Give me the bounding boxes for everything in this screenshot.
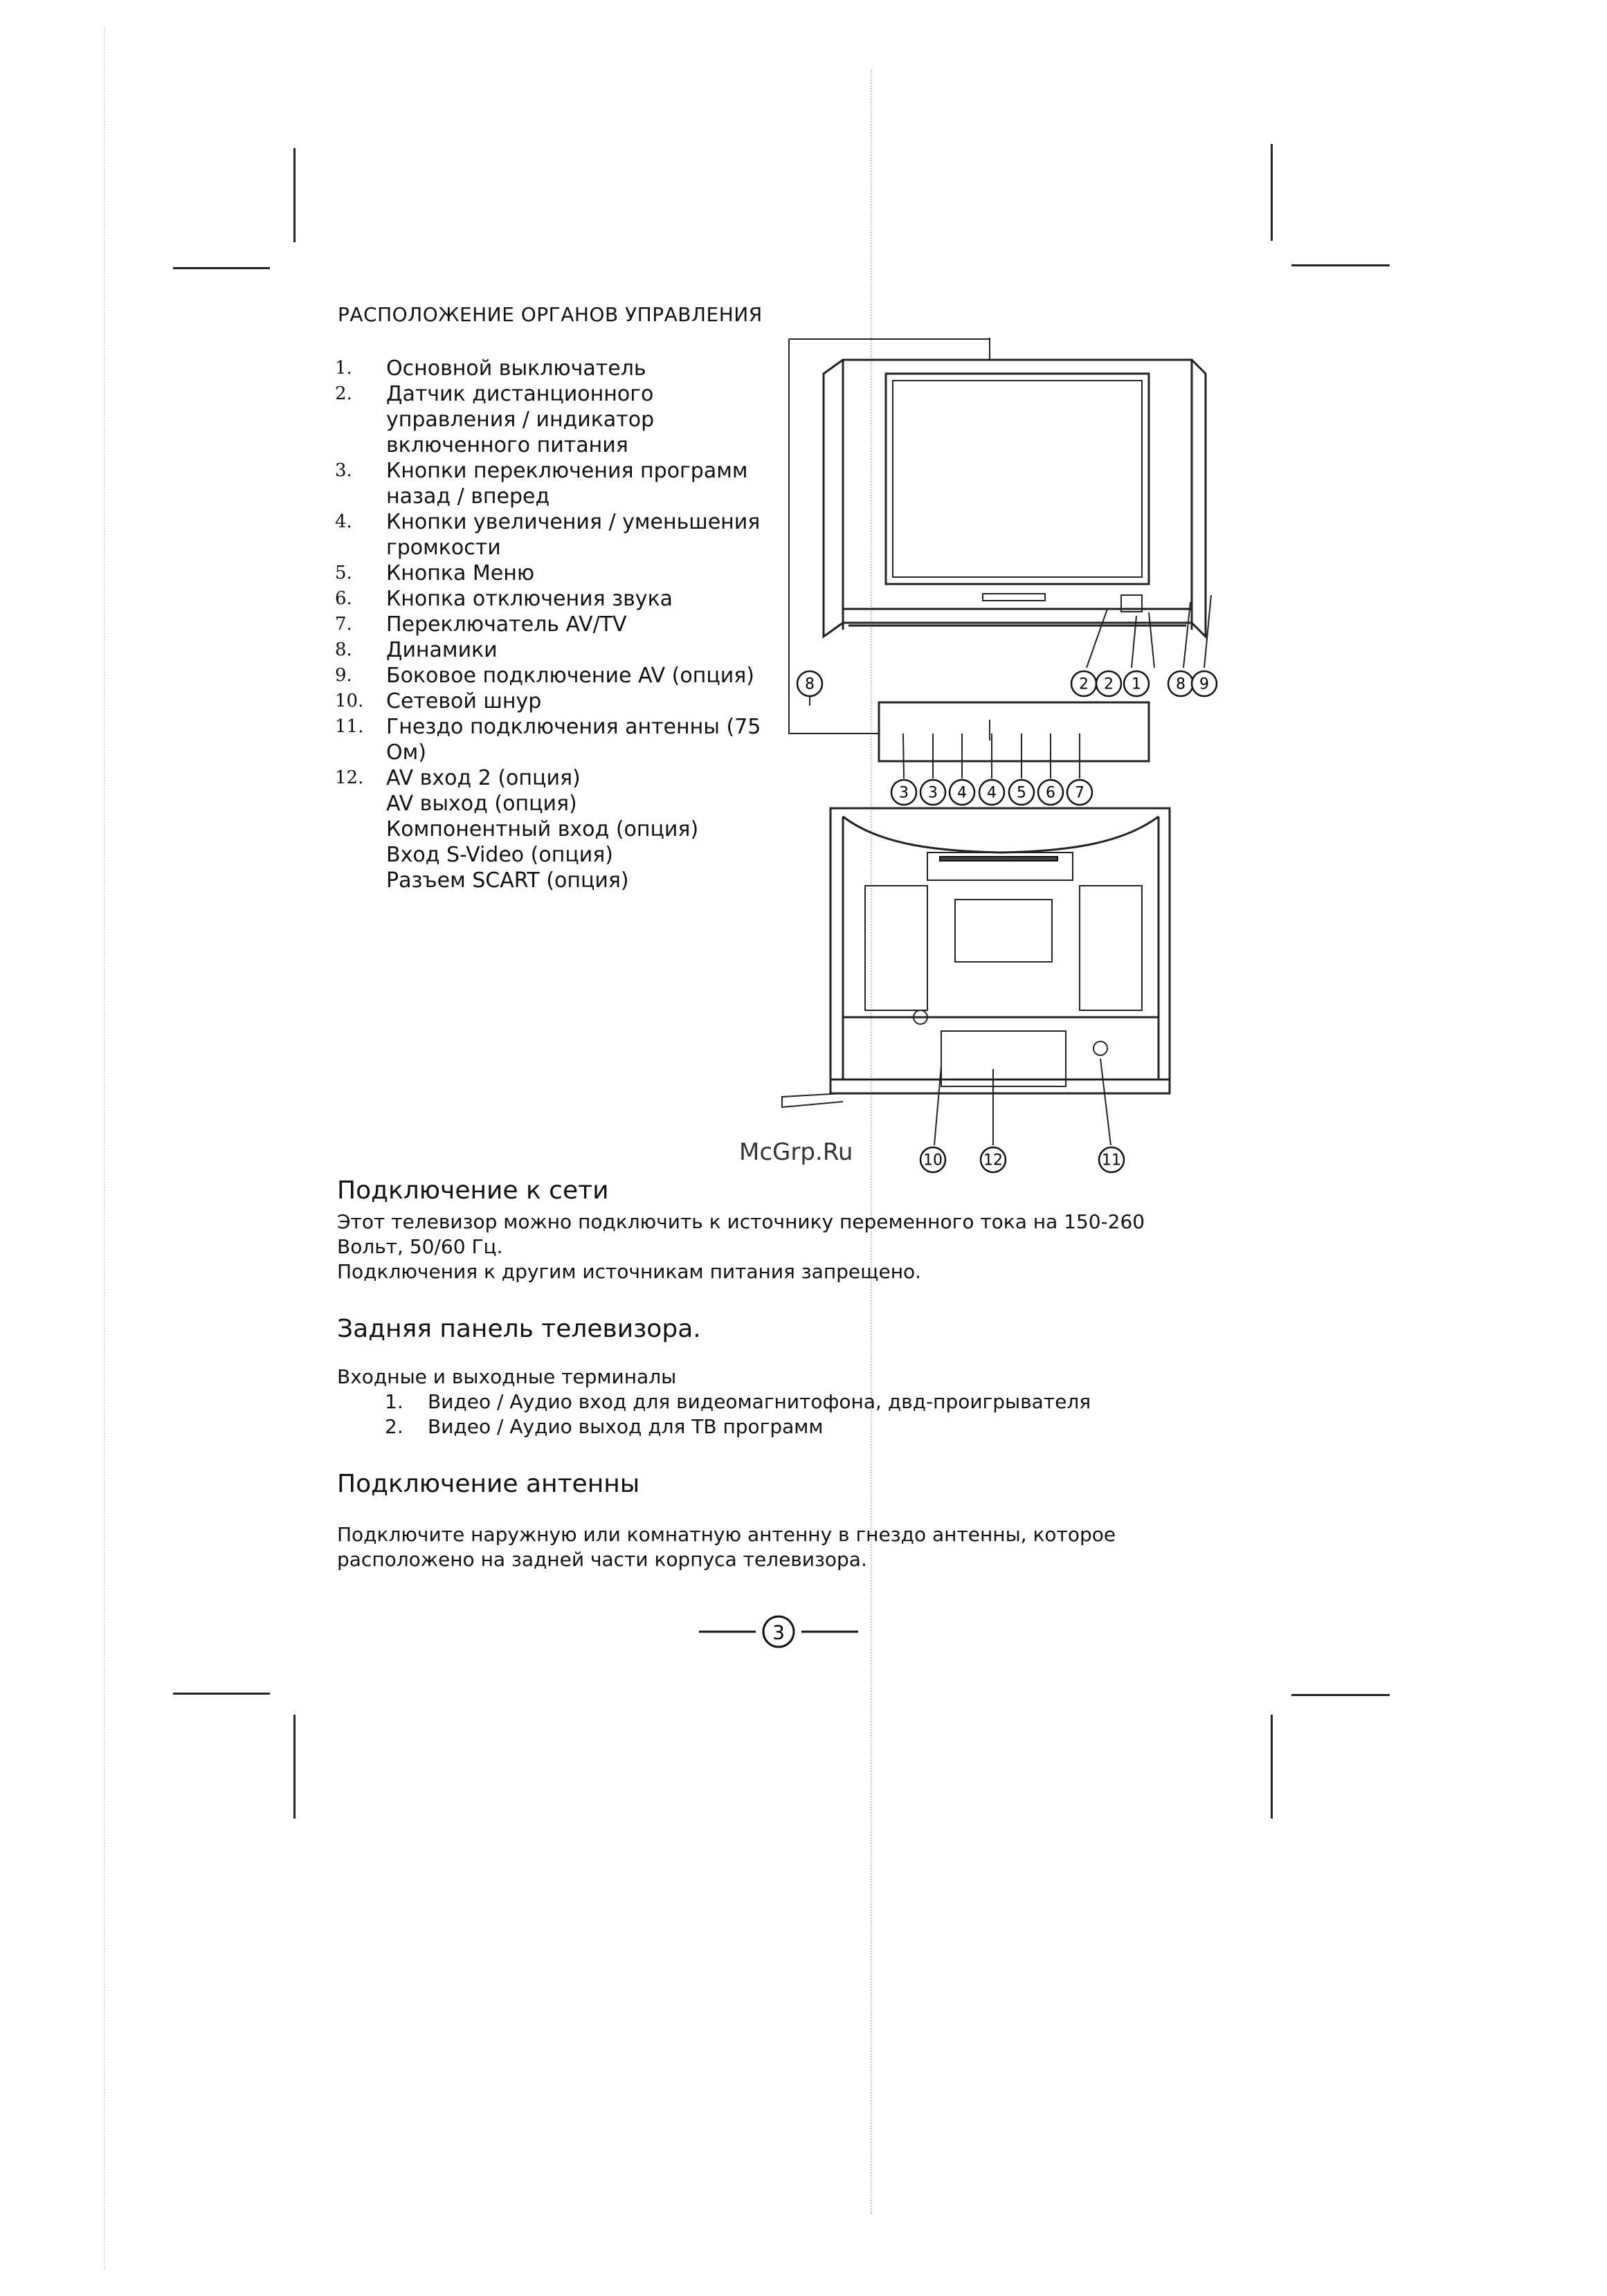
control-item [331, 586, 788, 612]
leader-lines-panel [903, 734, 1080, 778]
crop-mark [1291, 1694, 1390, 1696]
callout-label: 12 [983, 1151, 1003, 1169]
tv-screen [886, 374, 1149, 584]
watermark: McGrp.Ru [739, 1138, 853, 1166]
callout-label: 3 [899, 784, 909, 802]
control-item-text: громкости [386, 536, 501, 560]
control-item-text: Кнопки переключения программ [386, 459, 748, 483]
antenna-line-2: расположено на задней части корпуса телевизора. [337, 1548, 867, 1571]
rear-antenna-socket [1093, 1041, 1107, 1055]
control-item-text: Компонентный вход (опция) [386, 817, 699, 841]
control-item-text: Ом) [386, 740, 426, 765]
rear-terminal-text: Видео / Аудио выход для ТВ программ [428, 1415, 824, 1438]
callout-label: 5 [1017, 784, 1026, 802]
callout-label: 2 [1104, 675, 1114, 693]
control-item-text: управления / индикатор [386, 408, 655, 432]
rear-terminal-number: 2. [385, 1415, 403, 1438]
rear-terminal-number: 1. [385, 1390, 403, 1413]
control-item [331, 561, 788, 586]
callout-label: 8 [805, 675, 815, 693]
rear-base [830, 1017, 1170, 1079]
callout-label: 3 [928, 784, 938, 802]
page-number-ornament [692, 1611, 865, 1652]
control-item-text: Динамики [386, 638, 498, 662]
antenna-heading: Подключение антенны [337, 1470, 640, 1498]
crop-mark [1271, 144, 1273, 241]
callout-label: 7 [1075, 784, 1084, 802]
control-panel [879, 702, 1149, 761]
control-item-text: включенного питания [386, 433, 628, 457]
rear-vents-right [1080, 886, 1142, 1010]
callout-label: 6 [1046, 784, 1055, 802]
tv-badge [983, 594, 1045, 601]
control-item [331, 356, 788, 381]
tv-side-speaker-right [1192, 360, 1206, 637]
crop-mark [293, 148, 296, 242]
power-line-2: Вольт, 50/60 Гц. [337, 1235, 503, 1258]
power-cord [782, 1093, 843, 1107]
rear-terminal-item [385, 1414, 1091, 1439]
control-item-text: Гнездо подключения антенны (75 [386, 715, 761, 739]
control-item-number: 8. [335, 639, 352, 660]
rear-label-plate [955, 900, 1052, 962]
control-item [331, 663, 788, 689]
crop-mark [173, 267, 270, 269]
callout-label: 11 [1102, 1151, 1121, 1169]
power-line-1: Этот телевизор можно подключить к источнику переменного тока на 150-260 [337, 1210, 1145, 1233]
crop-mark [1271, 1715, 1273, 1819]
callout-label: 4 [957, 784, 967, 802]
control-item [331, 612, 788, 637]
crop-mark [173, 1693, 270, 1695]
tv-diagram [754, 332, 1239, 1183]
control-item-text: Датчик дистанционного [386, 382, 654, 406]
control-item [331, 689, 788, 714]
rear-terminal-text: Видео / Аудио вход для видеомагнитофона, двд-проигрывателя [428, 1390, 1091, 1413]
control-item-text: Боковое подключение AV (опция) [386, 664, 754, 688]
control-item [331, 509, 788, 561]
callout-label: 2 [1079, 675, 1089, 693]
rear-vent-fill [940, 857, 1057, 861]
crop-mark [1291, 264, 1390, 266]
crop-mark [293, 1715, 296, 1819]
tv-screen-inner [893, 381, 1142, 577]
rear-terminal-panel [941, 1031, 1066, 1086]
control-item-number: 10. [335, 691, 364, 711]
rear-terminal-list [385, 1390, 1091, 1439]
control-item-text: AV вход 2 (опция) [386, 766, 581, 790]
rear-terminal-item [385, 1390, 1091, 1414]
rear-heading: Задняя панель телевизора. [337, 1315, 701, 1343]
control-item [331, 765, 788, 893]
power-heading: Подключение к сети [337, 1176, 609, 1205]
control-item-number: 12. [335, 767, 364, 788]
tv-rear-outline [830, 808, 1170, 1093]
control-item [331, 381, 788, 458]
tv-side-speaker-left [824, 360, 843, 637]
control-item-text: Кнопки увеличения / уменьшения [386, 510, 761, 534]
control-item-number: 6. [335, 588, 352, 609]
leader-lines-rear [934, 1059, 1111, 1145]
power-line-3: Подключения к другим источникам питания запрещено. [337, 1260, 922, 1283]
callout-label: 4 [987, 784, 997, 802]
control-item-number: 2. [335, 383, 352, 404]
control-item-text: Переключатель AV/TV [386, 612, 627, 637]
control-item-text: Кнопка отключения звука [386, 587, 673, 611]
control-item-text: Основной выключатель [386, 356, 646, 381]
callout-label: 9 [1199, 675, 1209, 693]
control-item [331, 714, 788, 765]
control-item-number: 9. [335, 665, 352, 686]
control-item-text: Разъем SCART (опция) [386, 868, 629, 893]
control-item-number: 11. [335, 716, 364, 737]
control-item-number: 5. [335, 563, 352, 583]
control-item-text: Сетевой шнур [386, 689, 542, 713]
callout-label: 1 [1132, 675, 1141, 693]
control-item-text: Кнопка Меню [386, 561, 535, 585]
antenna-line-1: Подключите наружную или комнатную антенну в гнездо антенны, которое [337, 1523, 1116, 1546]
control-item-text: Вход S-Video (опция) [386, 843, 614, 867]
callout-label: 10 [923, 1151, 943, 1169]
page-number: 3 [772, 1621, 785, 1644]
rear-vents-left [865, 886, 927, 1010]
control-item-text: назад / вперед [386, 484, 550, 509]
control-item-number: 7. [335, 614, 352, 635]
section-title: РАСПОЛОЖЕНИЕ ОРГАНОВ УПРАВЛЕНИЯ [338, 303, 763, 326]
control-item [331, 637, 788, 663]
left-dotted-guide [104, 28, 105, 2270]
control-item-number: 1. [335, 358, 352, 379]
control-item-text: AV выход (опция) [386, 792, 577, 816]
controls-list [331, 356, 788, 893]
control-item-number: 4. [335, 511, 352, 532]
rear-intro: Входные и выходные терминалы [337, 1365, 677, 1388]
callout-label: 8 [1176, 675, 1186, 693]
tv-front-bezel [843, 360, 1192, 630]
control-item-number: 3. [335, 460, 352, 481]
control-item [331, 458, 788, 509]
